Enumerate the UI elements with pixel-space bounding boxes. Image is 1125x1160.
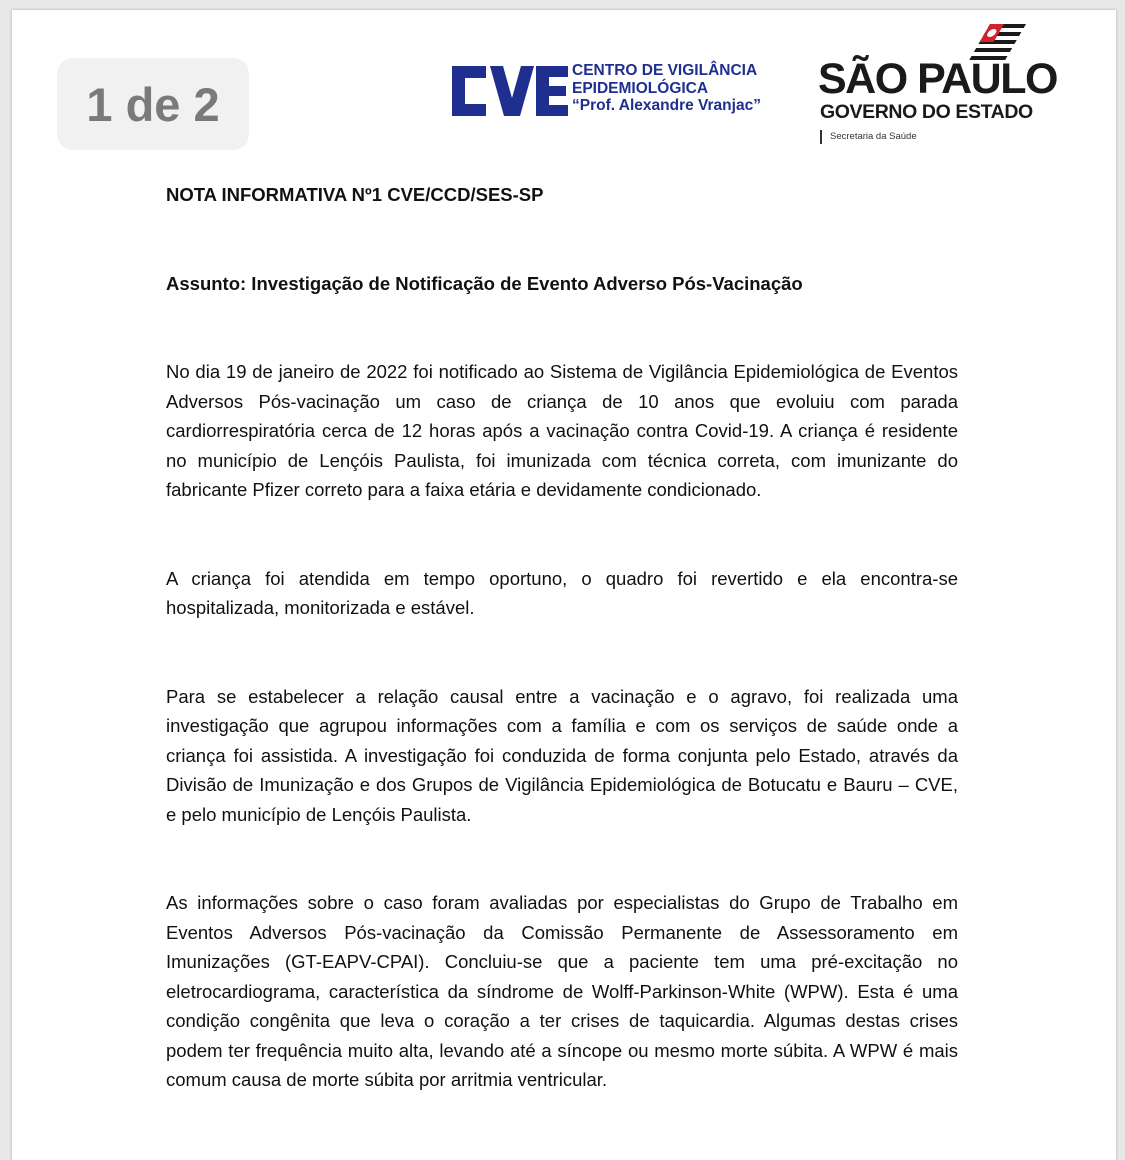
- cve-logo: [448, 62, 783, 120]
- paragraph-3: Para se estabelecer a relação causal entre a vacinação e o agravo, foi realizada uma investigação que agrupou informações com a família e com os serviços de saúde onde a criança foi assistida. A investigação foi conduzida de forma conjunta pelo Estado, através da Divisão de Imunização e dos Grupos de Vigilância Epidemiológica de Botucatu e Bauru – CVE, e pelo município de Lençóis Paulista.: [166, 685, 958, 825]
- page-indicator: 1 de 2: [57, 58, 249, 150]
- cve-logo-text: [572, 62, 761, 115]
- sao-paulo-logo: [818, 24, 1068, 149]
- cve-logo-mark: [448, 62, 568, 120]
- cve-line-3: “Prof. Alexandre Vranjac”: [572, 97, 761, 114]
- document-subject: Assunto: Investigação de Notificação de Evento Adverso Pós-Vacinação: [166, 272, 803, 294]
- governo-subtitle: GOVERNO DO ESTADO: [820, 101, 1033, 123]
- document-body: [166, 180, 958, 1095]
- paragraph-4: As informações sobre o caso foram avaliadas por especialistas do Grupo de Trabalho em Eventos Adversos Pós-vacinação da Comissão Permanente de Assessoramento em Imunizações (GT-EAPV-CPAI). Concluiu-se que a paciente tem uma pré-excitação no eletrocardiograma, característica da síndrome de Wolff-Parkinson-White (WPW). Esta é uma condição congênita que leva o coração a ter crises de taquicardia. Algumas destas crises podem ter frequência muito alta, levando até a síncope ou mesmo morte súbita. A WPW é mais comum causa de morte súbita por arritmia ventricular.: [166, 892, 958, 1090]
- paragraph-2: A criança foi atendida em tempo oportuno, o quadro foi revertido e ela encontra-se hospitalizada, monitorizada e estável.: [166, 567, 958, 618]
- cve-line-1: CENTRO DE VIGILÂNCIA: [572, 62, 758, 79]
- paragraph-1: No dia 19 de janeiro de 2022 foi notificado ao Sistema de Vigilância Epidemiológica de Eventos Adversos Pós-vacinação um caso de criança de 10 anos que evoluiu com parada cardiorrespiratória cerca de 12 horas após a vacinação contra Covid-19. A criança é residente no município de Lençóis Paulista, foi imunizada com técnica correta, com imunizante do fabricante Pfizer correto para a faixa etária e devidamente condicionado.: [166, 361, 958, 500]
- sao-paulo-title: SÃO PAULO: [818, 55, 1057, 103]
- document-title: NOTA INFORMATIVA Nº1 CVE/CCD/SES-SP: [166, 184, 544, 205]
- cve-line-2: EPIDEMIOLÓGICA: [572, 79, 709, 97]
- secretaria-label: Secretaria da Saúde: [820, 130, 917, 144]
- document-page: [12, 10, 1116, 1160]
